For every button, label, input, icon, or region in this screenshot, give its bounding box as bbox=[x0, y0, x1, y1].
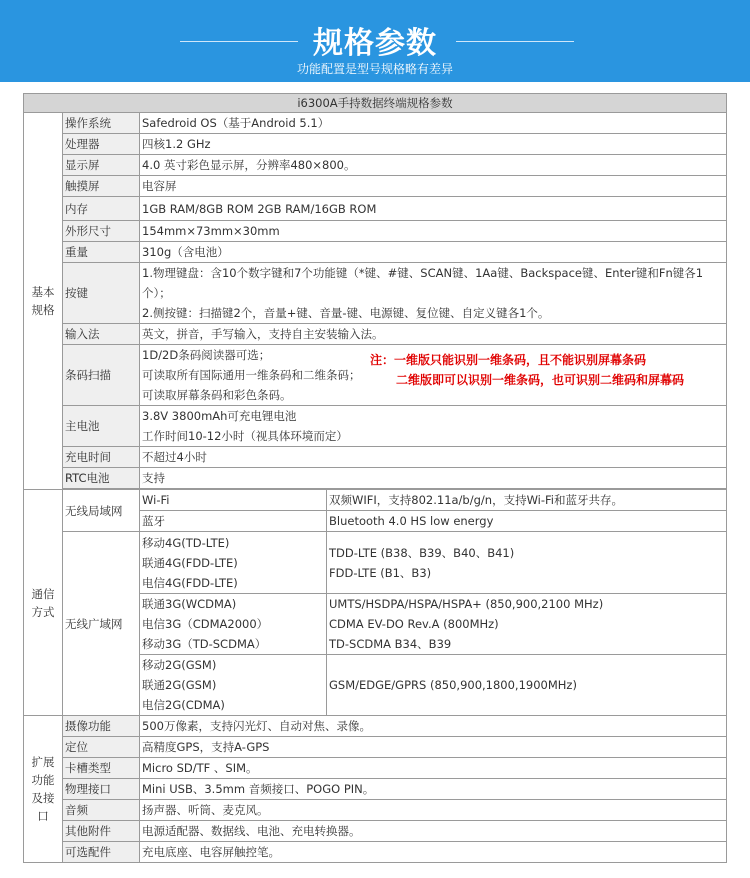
header-banner bbox=[0, 0, 750, 82]
value-battery bbox=[140, 406, 727, 447]
g4-name: 电信4G(FDD-LTE) bbox=[142, 575, 238, 590]
label-gps: 定位 bbox=[63, 737, 140, 758]
value-input: 英文，拼音，手写输入，支持自主安装输入法。 bbox=[140, 324, 727, 345]
table-row bbox=[24, 821, 727, 842]
table-row bbox=[24, 800, 727, 821]
value-slot: Micro SD/TF 、SIM。 bbox=[140, 758, 727, 779]
value-gps: 高精度GPS，支持A-GPS bbox=[140, 737, 727, 758]
value-display: 4.0 英寸彩色显示屏，分辨率480×800。 bbox=[140, 155, 727, 176]
value-os: Safedroid OS（基于Android 5.1） bbox=[140, 113, 727, 134]
wifi-name: Wi-Fi bbox=[140, 490, 327, 511]
label-os: 操作系统 bbox=[63, 113, 140, 134]
spec-table bbox=[23, 93, 727, 863]
table-row bbox=[24, 758, 727, 779]
bt-value: Bluetooth 4.0 HS low energy bbox=[327, 511, 727, 532]
g4-name: 移动4G(TD-LTE) bbox=[142, 535, 230, 550]
g2-value: GSM/EDGE/GPRS (850,900,1800,1900MHz) bbox=[327, 655, 727, 716]
table-header-row bbox=[24, 94, 727, 113]
table-row bbox=[24, 263, 727, 324]
table-row bbox=[24, 155, 727, 176]
label-memory: 内存 bbox=[63, 197, 140, 221]
label-ports: 物理接口 bbox=[63, 779, 140, 800]
table-row bbox=[24, 716, 727, 737]
battery-line: 3.8V 3800mAh可充电锂电池 bbox=[142, 409, 297, 423]
table-row bbox=[24, 242, 727, 263]
g2-name: 联通2G(GSM) bbox=[142, 678, 217, 692]
label-battery: 主电池 bbox=[63, 406, 140, 447]
label-barcode: 条码扫描 bbox=[63, 345, 140, 406]
keys-line: 2.侧按键：扫描键2个，音量+键、音量-键、电源键、复位键、自定义键各1个。 bbox=[142, 306, 550, 320]
table-row bbox=[24, 176, 727, 197]
table-row bbox=[24, 468, 727, 489]
label-input: 输入法 bbox=[63, 324, 140, 345]
label-size: 外形尺寸 bbox=[63, 221, 140, 242]
g2-names bbox=[140, 655, 327, 716]
label-rtc: RTC电池 bbox=[63, 468, 140, 489]
bt-name: 蓝牙 bbox=[140, 511, 327, 532]
barcode-note-line-2: 二维版即可以识别一维条码，也可识别二维码和屏幕码 bbox=[396, 373, 685, 387]
label-slot: 卡槽类型 bbox=[63, 758, 140, 779]
table-row bbox=[24, 447, 727, 468]
section-ext: 扩展功能及接口 bbox=[24, 716, 63, 863]
value-memory: 1GB RAM/8GB ROM 2GB RAM/16GB ROM bbox=[140, 197, 727, 221]
g4-names bbox=[140, 532, 327, 594]
table-row bbox=[24, 779, 727, 800]
g3-value: UMTS/HSDPA/HSPA/HSPA+ (850,900,2100 MHz) bbox=[329, 597, 604, 611]
page-subtitle: 功能配置是型号规格略有差异 bbox=[296, 62, 453, 76]
label-keys: 按键 bbox=[63, 263, 140, 324]
label-optional: 可选配件 bbox=[63, 842, 140, 863]
g3-value: CDMA EV-DO Rev.A (800MHz) bbox=[329, 617, 499, 631]
value-barcode bbox=[140, 345, 727, 406]
label-wlan: 无线局域网 bbox=[63, 490, 140, 532]
value-camera: 500万像素，支持闪光灯、自动对焦、录像。 bbox=[140, 716, 727, 737]
value-weight: 310g（含电池） bbox=[140, 242, 727, 263]
barcode-note-line-1: 注：一维版只能识别一维条码，且不能识别屏幕条码 bbox=[370, 353, 647, 367]
g3-names bbox=[140, 594, 327, 655]
g4-value: TDD-LTE (B38、B39、B40、B41) bbox=[329, 545, 515, 560]
label-audio: 音频 bbox=[63, 800, 140, 821]
g2-name: 移动2G(GSM) bbox=[142, 658, 217, 672]
g4-name: 联通4G(FDD-LTE) bbox=[142, 555, 238, 570]
label-cpu: 处理器 bbox=[63, 134, 140, 155]
barcode-line: 1D/2D条码阅读器可选； bbox=[142, 348, 271, 362]
g4-values bbox=[327, 532, 727, 594]
value-size: 154mm×73mm×30mm bbox=[140, 221, 727, 242]
value-ports: Mini USB、3.5mm 音频接口、POGO PIN。 bbox=[140, 779, 727, 800]
label-display: 显示屏 bbox=[63, 155, 140, 176]
g3-values bbox=[327, 594, 727, 655]
table-row bbox=[24, 406, 727, 447]
g3-name: 联通3G(WCDMA) bbox=[142, 597, 237, 611]
g3-value: TD-SCDMA B34、B39 bbox=[329, 637, 452, 651]
barcode-line: 可读取所有国际通用一维条码和二维条码； bbox=[142, 368, 361, 382]
table-row bbox=[24, 490, 727, 511]
section-basic: 基本规格 bbox=[24, 113, 63, 490]
value-optional: 充电底座、电容屏触控笔。 bbox=[140, 842, 727, 863]
keys-line: 个）； bbox=[142, 286, 171, 300]
table-row bbox=[24, 842, 727, 863]
value-keys bbox=[140, 263, 727, 324]
table-row bbox=[24, 345, 727, 406]
value-charge: 不超过4小时 bbox=[140, 447, 727, 468]
table-title: i6300A手持数据终端规格参数 bbox=[24, 94, 727, 113]
barcode-line: 可读取屏幕条码和彩色条码。 bbox=[142, 388, 292, 402]
label-wwan: 无线广域网 bbox=[63, 532, 140, 716]
label-accessories: 其他附件 bbox=[63, 821, 140, 842]
table-row bbox=[24, 221, 727, 242]
wifi-value: 双频WIFI，支持802.11a/b/g/n，支持Wi-Fi和蓝牙共存。 bbox=[327, 490, 727, 511]
label-charge: 充电时间 bbox=[63, 447, 140, 468]
table-row bbox=[24, 532, 727, 594]
value-rtc: 支持 bbox=[140, 468, 727, 489]
value-touch: 电容屏 bbox=[140, 176, 727, 197]
page-title: 规格参数 bbox=[313, 26, 437, 61]
keys-line: 1.物理键盘：含10个数字键和7个功能键（*键、#键、SCAN键、1Aa键、Backspace键、Enter键和Fn键各1 bbox=[142, 266, 704, 280]
table-row bbox=[24, 324, 727, 345]
value-cpu: 四核1.2 GHz bbox=[140, 134, 727, 155]
table-row bbox=[24, 737, 727, 758]
g3-name: 电信3G（CDMA2000） bbox=[142, 617, 269, 631]
label-touch: 触摸屏 bbox=[63, 176, 140, 197]
g2-name: 电信2G(CDMA) bbox=[142, 698, 225, 712]
value-audio: 扬声器、听筒、麦克风。 bbox=[140, 800, 727, 821]
label-weight: 重量 bbox=[63, 242, 140, 263]
table-row bbox=[24, 134, 727, 155]
table-row bbox=[24, 197, 727, 221]
table-row bbox=[24, 113, 727, 134]
barcode-note bbox=[370, 350, 684, 390]
value-accessories: 电源适配器、数据线、电池、充电转换器。 bbox=[140, 821, 727, 842]
battery-line: 工作时间10-12小时（视具体环境而定） bbox=[142, 429, 348, 443]
g3-name: 移动3G（TD-SCDMA） bbox=[142, 637, 267, 651]
label-camera: 摄像功能 bbox=[63, 716, 140, 737]
section-comm: 通信方式 bbox=[24, 490, 63, 716]
g4-value: FDD-LTE (B1、B3) bbox=[329, 565, 432, 580]
